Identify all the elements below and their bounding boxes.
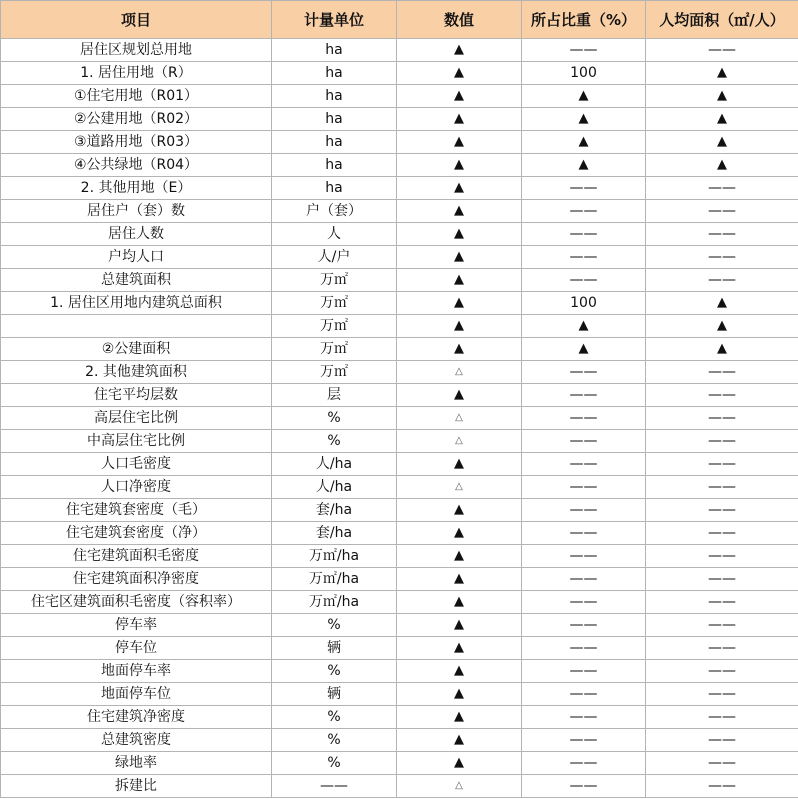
- cell-value: ▲: [397, 200, 522, 223]
- cell-item: 居住人数: [1, 223, 272, 246]
- cell-unit: 户（套）: [272, 200, 397, 223]
- cell-per-capita-area: ——: [646, 200, 798, 223]
- cell-unit: ha: [272, 131, 397, 154]
- cell-per-capita-area: ——: [646, 729, 798, 752]
- cell-percentage: ▲: [522, 338, 646, 361]
- cell-unit: %: [272, 706, 397, 729]
- cell-unit: %: [272, 729, 397, 752]
- table-row: [1, 223, 798, 246]
- cell-percentage: ——: [522, 407, 646, 430]
- cell-item: 高层住宅比例: [1, 407, 272, 430]
- cell-percentage: ——: [522, 39, 646, 62]
- cell-item: 住宅建筑净密度: [1, 706, 272, 729]
- cell-percentage: ——: [522, 223, 646, 246]
- table-row: [1, 614, 798, 637]
- cell-per-capita-area: ▲: [646, 131, 798, 154]
- cell-item: ②公建用地（R02）: [1, 108, 272, 131]
- cell-per-capita-area: ——: [646, 407, 798, 430]
- cell-item: ①住宅用地（R01）: [1, 85, 272, 108]
- cell-item: 停车率: [1, 614, 272, 637]
- cell-value: △: [397, 775, 522, 798]
- cell-percentage: ——: [522, 706, 646, 729]
- cell-percentage: ——: [522, 545, 646, 568]
- cell-unit: ha: [272, 177, 397, 200]
- cell-percentage: ▲: [522, 154, 646, 177]
- cell-per-capita-area: ▲: [646, 338, 798, 361]
- cell-per-capita-area: ——: [646, 522, 798, 545]
- table-row: [1, 775, 798, 798]
- cell-unit: 万㎡: [272, 269, 397, 292]
- table-row: [1, 200, 798, 223]
- cell-percentage: ——: [522, 568, 646, 591]
- cell-unit: 万㎡/ha: [272, 591, 397, 614]
- cell-item: 2. 其他用地（E）: [1, 177, 272, 200]
- cell-value: ▲: [397, 62, 522, 85]
- cell-per-capita-area: ——: [646, 361, 798, 384]
- cell-item: ③道路用地（R03）: [1, 131, 272, 154]
- cell-item: 户均人口: [1, 246, 272, 269]
- cell-unit: 人/ha: [272, 476, 397, 499]
- cell-unit: 万㎡: [272, 292, 397, 315]
- table-row: [1, 154, 798, 177]
- cell-per-capita-area: ——: [646, 246, 798, 269]
- cell-per-capita-area: ▲: [646, 315, 798, 338]
- cell-unit: %: [272, 660, 397, 683]
- cell-per-capita-area: ——: [646, 683, 798, 706]
- cell-item: 绿地率: [1, 752, 272, 775]
- cell-value: ▲: [397, 223, 522, 246]
- cell-value: ▲: [397, 85, 522, 108]
- cell-per-capita-area: ——: [646, 223, 798, 246]
- table-row: [1, 729, 798, 752]
- cell-item: 停车位: [1, 637, 272, 660]
- cell-per-capita-area: ——: [646, 752, 798, 775]
- table-row: [1, 246, 798, 269]
- table-row: [1, 683, 798, 706]
- table-row: [1, 545, 798, 568]
- cell-value: ▲: [397, 591, 522, 614]
- cell-item: 地面停车率: [1, 660, 272, 683]
- cell-per-capita-area: ——: [646, 568, 798, 591]
- cell-item: 总建筑密度: [1, 729, 272, 752]
- table-row: [1, 62, 798, 85]
- cell-percentage: ▲: [522, 315, 646, 338]
- cell-percentage: ——: [522, 637, 646, 660]
- cell-value: ▲: [397, 384, 522, 407]
- cell-value: ▲: [397, 269, 522, 292]
- table-row: [1, 108, 798, 131]
- cell-item: 住宅建筑套密度（毛）: [1, 499, 272, 522]
- cell-per-capita-area: ——: [646, 706, 798, 729]
- table-row: [1, 591, 798, 614]
- cell-percentage: ——: [522, 591, 646, 614]
- cell-item: 住宅区建筑面积毛密度（容积率）: [1, 591, 272, 614]
- cell-percentage: ——: [522, 200, 646, 223]
- cell-item: 住宅建筑面积毛密度: [1, 545, 272, 568]
- cell-percentage: ——: [522, 269, 646, 292]
- cell-unit: 万㎡: [272, 361, 397, 384]
- cell-value: ▲: [397, 338, 522, 361]
- cell-unit: 辆: [272, 637, 397, 660]
- header-unit: 计量单位: [272, 1, 397, 39]
- cell-per-capita-area: ——: [646, 545, 798, 568]
- header-row: [1, 1, 798, 39]
- header-per-capita-area: 人均面积（㎡/人）: [646, 1, 798, 39]
- cell-value: ▲: [397, 177, 522, 200]
- cell-per-capita-area: ——: [646, 384, 798, 407]
- cell-unit: 人/户: [272, 246, 397, 269]
- cell-value: ▲: [397, 453, 522, 476]
- cell-per-capita-area: ▲: [646, 292, 798, 315]
- cell-item: 1. 居住区用地内建筑总面积: [1, 292, 272, 315]
- table-row: [1, 660, 798, 683]
- table-row: [1, 568, 798, 591]
- cell-percentage: ——: [522, 361, 646, 384]
- cell-per-capita-area: ▲: [646, 85, 798, 108]
- cell-item: 地面停车位: [1, 683, 272, 706]
- cell-unit: ha: [272, 39, 397, 62]
- cell-per-capita-area: ——: [646, 499, 798, 522]
- cell-unit: %: [272, 752, 397, 775]
- cell-value: ▲: [397, 292, 522, 315]
- cell-unit: 万㎡: [272, 338, 397, 361]
- table-row: [1, 476, 798, 499]
- table-row: [1, 292, 798, 315]
- cell-percentage: ——: [522, 729, 646, 752]
- table-body: [1, 39, 798, 798]
- cell-percentage: ——: [522, 384, 646, 407]
- cell-value: ▲: [397, 752, 522, 775]
- cell-percentage: ——: [522, 177, 646, 200]
- cell-unit: ha: [272, 62, 397, 85]
- cell-item: ④公共绿地（R04）: [1, 154, 272, 177]
- cell-unit: 套/ha: [272, 499, 397, 522]
- cell-item: 1. 居住用地（R）: [1, 62, 272, 85]
- cell-unit: 辆: [272, 683, 397, 706]
- cell-percentage: ——: [522, 522, 646, 545]
- cell-percentage: 100: [522, 62, 646, 85]
- table-row: [1, 430, 798, 453]
- cell-unit: ha: [272, 108, 397, 131]
- cell-per-capita-area: ▲: [646, 108, 798, 131]
- cell-percentage: ▲: [522, 85, 646, 108]
- table-row: [1, 85, 798, 108]
- cell-percentage: ——: [522, 476, 646, 499]
- cell-per-capita-area: ——: [646, 775, 798, 798]
- cell-value: ▲: [397, 637, 522, 660]
- cell-percentage: ——: [522, 775, 646, 798]
- cell-value: ▲: [397, 39, 522, 62]
- cell-unit: ——: [272, 775, 397, 798]
- cell-value: △: [397, 361, 522, 384]
- cell-unit: %: [272, 614, 397, 637]
- cell-percentage: ——: [522, 752, 646, 775]
- table-row: [1, 407, 798, 430]
- cell-percentage: ▲: [522, 108, 646, 131]
- cell-percentage: ——: [522, 499, 646, 522]
- cell-percentage: ——: [522, 246, 646, 269]
- cell-unit: ha: [272, 85, 397, 108]
- cell-per-capita-area: ——: [646, 269, 798, 292]
- cell-item: 居住区规划总用地: [1, 39, 272, 62]
- cell-value: ▲: [397, 568, 522, 591]
- cell-value: ▲: [397, 154, 522, 177]
- table-row: [1, 453, 798, 476]
- table-row: [1, 522, 798, 545]
- cell-unit: %: [272, 430, 397, 453]
- cell-unit: 人/ha: [272, 453, 397, 476]
- cell-value: △: [397, 407, 522, 430]
- table-row: [1, 706, 798, 729]
- cell-value: ▲: [397, 131, 522, 154]
- header-percentage: 所占比重（%）: [522, 1, 646, 39]
- table-row: [1, 131, 798, 154]
- table-row: [1, 384, 798, 407]
- cell-item: 人口净密度: [1, 476, 272, 499]
- cell-value: △: [397, 476, 522, 499]
- table-row: [1, 499, 798, 522]
- cell-per-capita-area: ——: [646, 177, 798, 200]
- cell-unit: 套/ha: [272, 522, 397, 545]
- table-row: [1, 752, 798, 775]
- cell-unit: 万㎡/ha: [272, 545, 397, 568]
- cell-per-capita-area: ▲: [646, 154, 798, 177]
- cell-per-capita-area: ——: [646, 637, 798, 660]
- cell-per-capita-area: ——: [646, 453, 798, 476]
- cell-per-capita-area: ▲: [646, 62, 798, 85]
- table-row: [1, 637, 798, 660]
- cell-item: ②公建面积: [1, 338, 272, 361]
- cell-percentage: 100: [522, 292, 646, 315]
- cell-per-capita-area: ——: [646, 430, 798, 453]
- cell-percentage: ▲: [522, 131, 646, 154]
- table-row: [1, 177, 798, 200]
- cell-item: 住宅平均层数: [1, 384, 272, 407]
- cell-per-capita-area: ——: [646, 660, 798, 683]
- cell-percentage: ——: [522, 614, 646, 637]
- cell-item: 总建筑面积: [1, 269, 272, 292]
- cell-per-capita-area: ——: [646, 614, 798, 637]
- cell-unit: 层: [272, 384, 397, 407]
- cell-item: 拆建比: [1, 775, 272, 798]
- cell-unit: 万㎡/ha: [272, 568, 397, 591]
- cell-item: 住宅建筑套密度（净）: [1, 522, 272, 545]
- cell-value: ▲: [397, 660, 522, 683]
- cell-item: 居住户（套）数: [1, 200, 272, 223]
- table-row: [1, 39, 798, 62]
- cell-unit: %: [272, 407, 397, 430]
- cell-value: ▲: [397, 545, 522, 568]
- cell-value: ▲: [397, 614, 522, 637]
- cell-percentage: ——: [522, 683, 646, 706]
- cell-item: 人口毛密度: [1, 453, 272, 476]
- cell-item: [1, 315, 272, 338]
- cell-value: ▲: [397, 522, 522, 545]
- table-row: [1, 315, 798, 338]
- cell-value: ▲: [397, 108, 522, 131]
- table-row: [1, 269, 798, 292]
- cell-per-capita-area: ——: [646, 591, 798, 614]
- cell-value: ▲: [397, 706, 522, 729]
- cell-per-capita-area: ——: [646, 39, 798, 62]
- cell-value: ▲: [397, 729, 522, 752]
- cell-percentage: ——: [522, 453, 646, 476]
- cell-unit: 人: [272, 223, 397, 246]
- cell-per-capita-area: ——: [646, 476, 798, 499]
- cell-item: 中高层住宅比例: [1, 430, 272, 453]
- cell-value: △: [397, 430, 522, 453]
- cell-unit: ha: [272, 154, 397, 177]
- table-row: [1, 338, 798, 361]
- cell-value: ▲: [397, 246, 522, 269]
- header-value: 数值: [397, 1, 522, 39]
- cell-item: 2. 其他建筑面积: [1, 361, 272, 384]
- cell-percentage: ——: [522, 660, 646, 683]
- header-item: 项目: [1, 1, 272, 39]
- cell-percentage: ——: [522, 430, 646, 453]
- table-row: [1, 361, 798, 384]
- cell-item: 住宅建筑面积净密度: [1, 568, 272, 591]
- cell-unit: 万㎡: [272, 315, 397, 338]
- cell-value: ▲: [397, 315, 522, 338]
- cell-value: ▲: [397, 683, 522, 706]
- cell-value: ▲: [397, 499, 522, 522]
